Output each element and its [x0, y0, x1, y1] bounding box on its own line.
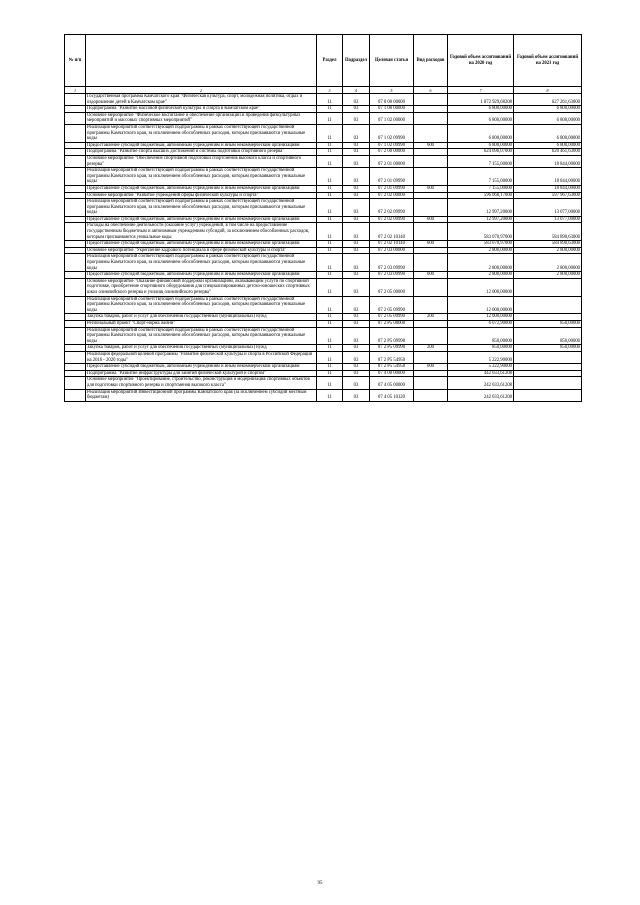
subsection-cell: 03 [343, 296, 370, 314]
table-row [65, 247, 582, 254]
row-number-cell [65, 296, 86, 314]
column-number: 2 [86, 87, 317, 94]
amount-2020-cell: 12 000,00000 [448, 278, 514, 296]
row-number-cell [65, 199, 86, 217]
target-article-cell: 07 2 03 09990 [370, 254, 414, 272]
subsection-cell: 03 [343, 106, 370, 113]
amount-2021-cell: 18 844,00000 [514, 168, 582, 186]
amount-2021-cell [514, 389, 582, 401]
item-name-cell: Расходы на обеспечение деятельности (оказание услуг) учреждений, в том числе на предоставление государственным бюджетным и автономным учреждениям субсидий, за исключением обособленных расходов, которым присваиваются уникальные коды [86, 223, 317, 241]
amount-2020-cell: 12 000,00000 [448, 296, 514, 314]
item-name-cell: Основное мероприятие "Развитие учреждений сферы физической культуры и спорта" [86, 192, 317, 199]
table-row [65, 216, 582, 223]
expense-type-cell [414, 106, 448, 113]
target-article-cell: 07 2 00 00000 [370, 149, 414, 156]
expense-type-cell: 600 [414, 142, 448, 149]
target-article-cell: 07 2 02 09990 [370, 199, 414, 217]
subsection-cell: 03 [343, 278, 370, 296]
column-number: 1 [65, 87, 86, 94]
amount-2020-cell: 6 800,00000 [448, 112, 514, 124]
table-row [65, 314, 582, 321]
amount-2020-cell: 1 072 929,68208 [448, 94, 514, 106]
column-number: 3 [317, 87, 343, 94]
row-number-cell [65, 364, 86, 371]
row-number-cell [65, 320, 86, 327]
target-article-cell: 07 2 01 09990 [370, 185, 414, 192]
section-cell: 11 [317, 351, 343, 363]
expense-type-cell: 600 [414, 185, 448, 192]
item-name-cell: Реализация мероприятий соответствующей подпрограммы в рамках соответствующей государственной программы Камчатского края, за исключением обособленных расходов, которым присваиваются уникальные коды [86, 254, 317, 272]
table-row [65, 241, 582, 248]
target-article-cell: 07 4 00 00000 [370, 370, 414, 377]
amount-2021-cell: 18 844,00000 [514, 185, 582, 192]
header-expense-type: Вид расходов [414, 35, 448, 87]
expense-type-cell [414, 192, 448, 199]
item-name-cell: Подпрограмма "Развитие спорта высших достижений и системы подготовки спортивного резерва" [86, 149, 317, 156]
amount-2021-cell: 13 077,00000 [514, 216, 582, 223]
section-cell: 11 [317, 155, 343, 167]
item-name-cell: Основное мероприятие "Обеспечение спортивной подготовки спортсменов высокого класса и спортивного резерва" [86, 155, 317, 167]
amount-2020-cell: 6 800,00000 [448, 142, 514, 149]
header-target-article: Целевая статья [370, 35, 414, 87]
section-cell: 11 [317, 370, 343, 377]
target-article-cell: 07 2 03 00000 [370, 247, 414, 254]
subsection-cell: 03 [343, 247, 370, 254]
target-article-cell: 07 0 00 00000 [370, 94, 414, 106]
table-row [65, 149, 582, 156]
subsection-cell: 03 [343, 192, 370, 199]
subsection-cell: 03 [343, 168, 370, 186]
header-name [86, 35, 317, 87]
table-row [65, 327, 582, 345]
target-article-cell: 07 2 05 09990 [370, 296, 414, 314]
amount-2020-cell: 2 800,00000 [448, 247, 514, 254]
section-cell: 11 [317, 185, 343, 192]
item-name-cell: Основное мероприятие "Физическое воспитание и обеспечение организации и проведения физкультурных мероприятий и массовых спортивных мероприятий" [86, 112, 317, 124]
amount-2020-cell: 442 033,61208 [448, 370, 514, 377]
table-body [65, 94, 582, 402]
amount-2021-cell [514, 377, 582, 389]
amount-2021-cell: 620 461,63000 [514, 149, 582, 156]
subsection-cell: 03 [343, 149, 370, 156]
amount-2020-cell: 242 033,61208 [448, 389, 514, 401]
expense-type-cell [414, 199, 448, 217]
amount-2021-cell: 584 890,63000 [514, 241, 582, 248]
target-article-cell: 07 1 00 00000 [370, 106, 414, 113]
amount-2021-cell: 627 261,63000 [514, 94, 582, 106]
section-cell: 11 [317, 272, 343, 279]
row-number-cell [65, 94, 86, 106]
item-name-cell: Подпрограмма "Развитие массовой физической культуры и спорта в Камчатском крае" [86, 106, 317, 113]
target-article-cell: 07 2 02 10140 [370, 223, 414, 241]
header-num: № п/п [65, 35, 86, 87]
item-name-cell: Предоставление субсидий бюджетным, автономным учреждениям и иным некоммерческим организациям [86, 216, 317, 223]
target-article-cell: 07 2 02 09990 [370, 216, 414, 223]
section-cell: 11 [317, 364, 343, 371]
table-row [65, 377, 582, 389]
amount-2021-cell: 6 800,00000 [514, 124, 582, 142]
amount-2021-cell: 597 967,63000 [514, 192, 582, 199]
item-name-cell: Предоставление субсидий бюджетным, автономным учреждениям и иным некоммерческим организациям [86, 272, 317, 279]
table-row [65, 185, 582, 192]
section-cell: 11 [317, 199, 343, 217]
row-number-cell [65, 327, 86, 345]
item-name-cell: Предоставление субсидий бюджетным, автономным учреждениям и иным некоммерческим организациям [86, 185, 317, 192]
row-number-cell [65, 192, 86, 199]
expense-type-cell [414, 149, 448, 156]
subsection-cell: 03 [343, 94, 370, 106]
row-number-cell [65, 106, 86, 113]
amount-2021-cell [514, 278, 582, 296]
section-cell: 11 [317, 377, 343, 389]
subsection-cell: 03 [343, 320, 370, 327]
expense-type-cell [414, 327, 448, 345]
table-row [65, 351, 582, 363]
expense-type-cell [414, 370, 448, 377]
table-row [65, 254, 582, 272]
section-cell: 11 [317, 142, 343, 149]
section-cell: 11 [317, 345, 343, 352]
amount-2020-cell: 583 070,97000 [448, 241, 514, 248]
table-row [65, 223, 582, 241]
row-number-cell [65, 149, 86, 156]
item-name-cell: Закупка товаров, работ и услуг для обеспечения государственных (муниципальных) нужд [86, 314, 317, 321]
row-number-cell [65, 370, 86, 377]
header-section: Раздел [317, 35, 343, 87]
header-row [65, 35, 582, 87]
table-row [65, 320, 582, 327]
row-number-cell [65, 278, 86, 296]
column-number: 8 [514, 87, 582, 94]
amount-2021-cell: 2 800,00000 [514, 254, 582, 272]
row-number-cell [65, 351, 86, 363]
header-amount-2021: Годовой объем ассигнований на 2021 год [514, 35, 582, 87]
target-article-cell: 07 2 02 00000 [370, 192, 414, 199]
row-number-cell [65, 272, 86, 279]
target-article-cell: 07 2 01 00000 [370, 155, 414, 167]
table-row [65, 168, 582, 186]
section-cell: 11 [317, 247, 343, 254]
target-article-cell: 07 2 P5 54950 [370, 364, 414, 371]
item-name-cell: Основное мероприятие "Проектирование, строительство, реконструкция и модернизация спортивных объектов для подготовки спортивного резерва и спортсменов высокого класса" [86, 377, 317, 389]
item-name-cell: Реализация федеральной целевой программы "Развитие физической культуры и спорта в Российской Федерации на 2016 - 2020 годы" [86, 351, 317, 363]
expense-type-cell [414, 278, 448, 296]
table-row [65, 345, 582, 352]
amount-2020-cell: 2 800,00000 [448, 254, 514, 272]
subsection-cell: 03 [343, 241, 370, 248]
table-row [65, 272, 582, 279]
subsection-cell: 03 [343, 155, 370, 167]
target-article-cell: 07 2 02 10140 [370, 241, 414, 248]
target-article-cell: 07 1 02 00000 [370, 112, 414, 124]
amount-2020-cell: 7 155,00000 [448, 155, 514, 167]
target-article-cell: 07 2 P5 09990 [370, 327, 414, 345]
header-amount-2020: Годовой объем ассигнований на 2020 год [448, 35, 514, 87]
amount-2020-cell: 596 068,17000 [448, 192, 514, 199]
amount-2020-cell: 7 155,00000 [448, 185, 514, 192]
amount-2020-cell: 850,00000 [448, 345, 514, 352]
item-name-cell: Государственная программа Камчатского края "Физическая культура, спорт, молодежная политика, отдых и оздоровление детей в Камчатском крае" [86, 94, 317, 106]
subsection-cell: 03 [343, 199, 370, 217]
item-name-cell: Реализация мероприятий соответствующей подпрограммы в рамках соответствующей государственной программы Камчатского края, за исключением обособленных расходов, которым присваиваются уникальные коды [86, 168, 317, 186]
page-number: 95 [317, 881, 323, 886]
amount-2020-cell: 7 155,00000 [448, 168, 514, 186]
amount-2021-cell: 6 800,00000 [514, 112, 582, 124]
target-article-cell: 07 2 P5 09990 [370, 345, 414, 352]
amount-2021-cell [514, 351, 582, 363]
section-cell: 11 [317, 254, 343, 272]
target-article-cell: 07 2 05 09990 [370, 314, 414, 321]
target-article-cell: 07 1 02 09990 [370, 124, 414, 142]
item-name-cell: Реализация мероприятий Инвестиционной программы Камчатского края (за исключением субсидий местным бюджетам) [86, 389, 317, 401]
row-number-cell [65, 241, 86, 248]
subsection-cell: 03 [343, 216, 370, 223]
section-cell: 11 [317, 168, 343, 186]
expense-type-cell: 600 [414, 364, 448, 371]
expense-type-cell [414, 254, 448, 272]
item-name-cell: Реализация мероприятий соответствующей подпрограммы в рамках соответствующей государственной программы Камчатского края, за исключением обособленных расходов, которым присваиваются уникальные коды [86, 199, 317, 217]
subsection-cell: 03 [343, 223, 370, 241]
budget-table [64, 34, 582, 402]
section-cell: 11 [317, 149, 343, 156]
row-number-cell [65, 345, 86, 352]
expense-type-cell: 200 [414, 345, 448, 352]
target-article-cell: 07 2 03 09990 [370, 272, 414, 279]
item-name-cell: Реализация мероприятий соответствующей подпрограммы в рамках соответствующей государственной программы Камчатского края, за исключением обособленных расходов, которым присваиваются уникальные коды [86, 327, 317, 345]
item-name-cell: Реализация мероприятий соответствующей подпрограммы в рамках соответствующей государственной программы Камчатского края, за исключением обособленных расходов, которым присваиваются уникальные коды [86, 296, 317, 314]
item-name-cell: Предоставление субсидий бюджетным, автономным учреждениям и иным некоммерческим организациям [86, 241, 317, 248]
subsection-cell: 03 [343, 272, 370, 279]
section-cell: 11 [317, 241, 343, 248]
header-subsection: Подраздел [343, 35, 370, 87]
section-cell: 11 [317, 278, 343, 296]
expense-type-cell: 600 [414, 241, 448, 248]
row-number-cell [65, 216, 86, 223]
subsection-cell: 03 [343, 389, 370, 401]
expense-type-cell: 600 [414, 272, 448, 279]
subsection-cell: 03 [343, 185, 370, 192]
expense-type-cell [414, 389, 448, 401]
expense-type-cell [414, 320, 448, 327]
subsection-cell: 03 [343, 351, 370, 363]
item-name-cell: Предоставление субсидий бюджетным, автономным учреждениям и иным некоммерческим организациям [86, 364, 317, 371]
table-row [65, 296, 582, 314]
amount-2020-cell: 6 072,90000 [448, 320, 514, 327]
section-cell: 11 [317, 327, 343, 345]
amount-2021-cell [514, 364, 582, 371]
amount-2021-cell [514, 314, 582, 321]
table-row [65, 155, 582, 167]
subsection-cell: 03 [343, 327, 370, 345]
section-cell: 11 [317, 296, 343, 314]
amount-2021-cell: 850,00000 [514, 345, 582, 352]
amount-2021-cell: 18 844,00000 [514, 155, 582, 167]
subsection-cell: 03 [343, 370, 370, 377]
table-row [65, 106, 582, 113]
section-cell: 11 [317, 106, 343, 113]
subsection-cell: 03 [343, 345, 370, 352]
table-row [65, 192, 582, 199]
expense-type-cell [414, 94, 448, 106]
subsection-cell: 03 [343, 112, 370, 124]
expense-type-cell [414, 155, 448, 167]
item-name-cell: Подпрограмма "Развитие инфраструктуры для занятий физической культурой и спортом" [86, 370, 317, 377]
amount-2021-cell: 6 800,00000 [514, 142, 582, 149]
amount-2020-cell: 12 997,20000 [448, 199, 514, 217]
target-article-cell: 07 1 02 09990 [370, 142, 414, 149]
amount-2020-cell: 242 033,61208 [448, 377, 514, 389]
section-cell: 11 [317, 94, 343, 106]
section-cell: 11 [317, 314, 343, 321]
item-name-cell: Основное мероприятие "Укрепление кадрового потенциала в сфере физической культуры и спорта" [86, 247, 317, 254]
amount-2021-cell: 6 800,00000 [514, 106, 582, 113]
row-number-cell [65, 185, 86, 192]
section-cell: 11 [317, 223, 343, 241]
subsection-cell: 03 [343, 377, 370, 389]
expense-type-cell [414, 112, 448, 124]
target-article-cell: 07 4 05 10120 [370, 389, 414, 401]
target-article-cell: 07 2 05 00000 [370, 278, 414, 296]
row-number-cell [65, 223, 86, 241]
subsection-cell: 03 [343, 254, 370, 272]
amount-2021-cell: 850,00000 [514, 327, 582, 345]
expense-type-cell: 200 [414, 314, 448, 321]
item-name-cell: Региональный проект "Спорт-норма жизни" [86, 320, 317, 327]
section-cell: 11 [317, 124, 343, 142]
table-row [65, 364, 582, 371]
section-cell: 11 [317, 320, 343, 327]
item-name-cell: Закупка товаров, работ и услуг для обеспечения государственных (муниципальных) нужд [86, 345, 317, 352]
subsection-cell: 03 [343, 124, 370, 142]
table-row [65, 389, 582, 401]
table-row [65, 142, 582, 149]
expense-type-cell [414, 351, 448, 363]
row-number-cell [65, 389, 86, 401]
target-article-cell: 07 2 P5 54950 [370, 351, 414, 363]
target-article-cell: 07 2 P5 00000 [370, 320, 414, 327]
row-number-cell [65, 155, 86, 167]
column-number: 4 [343, 87, 370, 94]
row-number-cell [65, 124, 86, 142]
table-row [65, 370, 582, 377]
amount-2020-cell: 850,00000 [448, 327, 514, 345]
amount-2021-cell: 2 800,00000 [514, 272, 582, 279]
expense-type-cell [414, 124, 448, 142]
section-cell: 11 [317, 192, 343, 199]
section-cell: 11 [317, 112, 343, 124]
amount-2020-cell: 5 222,90000 [448, 364, 514, 371]
item-name-cell: Предоставление субсидий бюджетным, автономным учреждениям и иным некоммерческим организациям [86, 142, 317, 149]
expense-type-cell [414, 377, 448, 389]
row-number-cell [65, 377, 86, 389]
row-number-cell [65, 247, 86, 254]
amount-2021-cell: 13 077,00000 [514, 199, 582, 217]
expense-type-cell [414, 296, 448, 314]
amount-2020-cell: 583 070,97000 [448, 223, 514, 241]
table-row [65, 278, 582, 296]
amount-2020-cell: 12 000,00000 [448, 314, 514, 321]
section-cell: 11 [317, 389, 343, 401]
column-number-row [65, 87, 582, 94]
amount-2020-cell: 6 800,00000 [448, 106, 514, 113]
table-row [65, 112, 582, 124]
row-number-cell [65, 142, 86, 149]
section-cell: 11 [317, 216, 343, 223]
expense-type-cell: 600 [414, 216, 448, 223]
amount-2021-cell [514, 296, 582, 314]
amount-2021-cell: 850,00000 [514, 320, 582, 327]
amount-2020-cell: 12 997,20000 [448, 216, 514, 223]
table-row [65, 199, 582, 217]
subsection-cell: 03 [343, 142, 370, 149]
amount-2021-cell: 2 800,00000 [514, 247, 582, 254]
table-row [65, 94, 582, 106]
target-article-cell: 07 2 01 09990 [370, 168, 414, 186]
amount-2021-cell: 584 890,63000 [514, 223, 582, 241]
row-number-cell [65, 314, 86, 321]
expense-type-cell [414, 247, 448, 254]
table-row [65, 124, 582, 142]
subsection-cell: 03 [343, 314, 370, 321]
amount-2020-cell: 624 096,07000 [448, 149, 514, 156]
expense-type-cell [414, 223, 448, 241]
row-number-cell [65, 168, 86, 186]
expense-type-cell [414, 168, 448, 186]
column-number: 5 [370, 87, 414, 94]
amount-2021-cell [514, 370, 582, 377]
column-number: 6 [414, 87, 448, 94]
column-number: 7 [448, 87, 514, 94]
row-number-cell [65, 112, 86, 124]
item-name-cell: Основное мероприятие "Оказание финансовой поддержки организациям, оказывающим услуги по спортивной подготовке, приобретение спортивного оборудования для специализированных детско-юношеских спортивных школ олимпийского резерва и училищ олимпийского резерва" [86, 278, 317, 296]
amount-2020-cell: 2 800,00000 [448, 272, 514, 279]
target-article-cell: 07 4 05 00000 [370, 377, 414, 389]
amount-2020-cell: 5 222,90000 [448, 351, 514, 363]
amount-2020-cell: 6 800,00000 [448, 124, 514, 142]
row-number-cell [65, 254, 86, 272]
subsection-cell: 03 [343, 364, 370, 371]
item-name-cell: Реализация мероприятий соответствующей подпрограммы в рамках соответствующей государственной программы Камчатского края, за исключением обособленных расходов, которым присваиваются уникальные коды [86, 124, 317, 142]
